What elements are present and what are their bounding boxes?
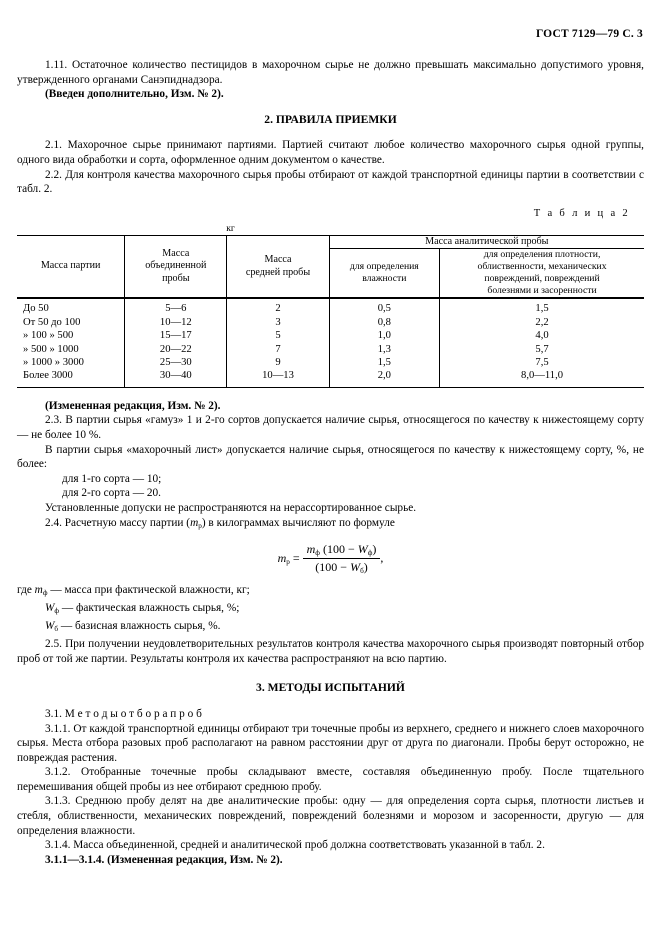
- cell-combined-mass: 5—6: [125, 298, 227, 315]
- cell-average-mass: 3: [227, 316, 329, 329]
- formula-lhs: $m_р$: [277, 551, 290, 567]
- cell-combined-mass: 10—12: [125, 316, 227, 329]
- cell-other-mass: 4,0: [535, 330, 549, 342]
- header-moisture-line-2: влажности: [362, 273, 407, 285]
- paragraph-3-1-3: 3.1.3. Среднюю пробу делят на две аналитические пробы: одну — для определения сорта сырья, плотности листьев и стебля, облиственности, механических повреждений, повреждений болезнями и морозом и засоренности, другую — для определения влажности.: [17, 795, 644, 837]
- header-combined-line-3: пробы: [162, 272, 190, 284]
- cell-moisture-mass: 1,0: [329, 329, 439, 342]
- paragraph-1-11: 1.11. Остаточное количество пестицидов в махорочном сырье не должно превышать максимально допустимого уровня, утвержденного органами Санэпиднадзора.: [17, 59, 644, 86]
- header-moisture-line-1: для определения: [349, 261, 419, 273]
- paragraph-2-2: 2.2. Для контроля качества махорочного сырья пробы отбирают от каждой транспортной единицы партии в соответствии с табл. 2.: [17, 168, 644, 196]
- header-lot-mass: Масса партии: [17, 235, 125, 298]
- cell-combined-mass: 30—40: [125, 369, 227, 387]
- grade-2-tolerance: для 2-го сорта — 20.: [62, 487, 161, 500]
- formula-numerator: $m_ф$ $(100 - W_ф)$: [303, 542, 381, 559]
- formula-denominator: $(100 - W_б)$: [315, 560, 368, 576]
- heading-section-2: 2. ПРАВИЛА ПРИЕМКИ: [264, 112, 397, 126]
- paragraph-3-1-4: 3.1.4. Масса объединенной, средней и аналитической проб должна соответствовать указанной в табл. 2.: [45, 839, 545, 852]
- grade-1-tolerance: для 1-го сорта — 10;: [62, 472, 162, 485]
- cell-combined-mass: 15—17: [125, 329, 227, 342]
- table-2: [17, 235, 644, 388]
- cell-other-mass: 5,7: [535, 343, 549, 355]
- cell-moisture-mass: 1,3: [329, 343, 439, 356]
- header-moisture-determination: [329, 249, 439, 299]
- cell-moisture-mass: 0,5: [329, 298, 439, 315]
- header-other-line-1: для определения плотности,: [483, 249, 601, 261]
- table-head: [17, 235, 644, 298]
- table-units-label: кг: [226, 222, 235, 234]
- paragraph-2-3-a: 2.3. В партии сырья «гамуз» 1 и 2-го сортов допускается наличие сырья, относящегося по качеству к нижестоящему сорту — не более 10 %.: [17, 414, 644, 441]
- cell-lot-mass: До 50: [17, 298, 125, 315]
- note-revised-edition: (Измененная редакция, Изм. № 2).: [45, 399, 221, 412]
- header-average-sample-mass: [227, 235, 329, 298]
- header-average-line-1: Масса: [264, 253, 292, 265]
- header-analytical-sample-group: Масса аналитической пробы: [329, 235, 644, 249]
- paragraph-2-3-b: В партии сырья «махорочный лист» допускается наличие сырья, относящегося по качеству к нижестоящему сорту, %, не более:: [17, 443, 644, 471]
- where-line-2: $W_ф$ — фактическая влажность сырья, %;: [45, 602, 240, 616]
- table-row: [17, 356, 644, 369]
- cell-other-mass: 8,0—11,0: [440, 369, 644, 387]
- header-combined-line-2: объединенной: [145, 260, 207, 272]
- formula-block: [17, 542, 644, 575]
- formula-comma: ,: [380, 550, 384, 565]
- cell-average-mass: 9: [227, 356, 329, 369]
- header-average-line-2: средней пробы: [245, 266, 311, 278]
- where-line-1: где $m_ф$ — масса при фактической влажности, кг;: [17, 584, 250, 598]
- paragraph-2-1: 2.1. Махорочное сырье принимают партиями. Партией считают любое количество махорочного сырья одной группы, одного вида обработки и сорта, оформленное одним документом о качестве.: [17, 139, 644, 166]
- paragraph-3-1-2: 3.1.2. Отобранные точечные пробы складывают вместе, составляя объединенную пробу. После тщательного перемешивания общей пробы из нее отбирают среднюю пробу.: [17, 766, 644, 793]
- cell-other-mass: 2,2: [535, 316, 549, 328]
- running-header: ГОСТ 7129—79 С. 3: [535, 28, 643, 40]
- cell-other-mass: 7,5: [535, 356, 549, 368]
- cell-combined-mass: 25—30: [125, 356, 227, 369]
- formula-fraction: [303, 542, 384, 576]
- paragraph-2-5: 2.5. При получении неудовлетворительных результатов контроля качества махорочного сырья производят повторный отбор проб от той же партии. Результаты контроля их качества распространяют на всю партию.: [17, 638, 644, 665]
- cell-lot-mass: » 500 » 1000: [17, 343, 125, 356]
- cell-combined-mass: 20—22: [125, 343, 227, 356]
- table-row: [17, 298, 644, 315]
- cell-moisture-mass: 2,0: [329, 369, 439, 387]
- header-other-line-3: повреждений, повреждений: [484, 273, 600, 285]
- formula-equals: =: [292, 551, 300, 566]
- header-combined-sample-mass: [125, 235, 227, 298]
- where-line-3: $W_б$ — базисная влажность сырья, %.: [45, 620, 221, 634]
- table-row: [17, 316, 644, 329]
- cell-moisture-mass: 1,5: [329, 356, 439, 369]
- paragraph-3-1-1: 3.1.1. От каждой транспортной единицы отбирают три точечные пробы из верхнего, среднего и нижнего слоев махорочного сырья. Места отбора разовых проб располагают на равном расстоянии друг от друга по диагонали. Пробы берут осторожно, не повреждая растения.: [17, 722, 644, 764]
- formula-inline-var: m: [190, 516, 199, 529]
- table-row: [17, 369, 644, 387]
- cell-moisture-mass: 0,8: [329, 316, 439, 329]
- cell-average-mass: 2: [227, 298, 329, 315]
- cell-average-mass: 5: [227, 329, 329, 342]
- header-other-line-2: облиственности, механических: [477, 261, 607, 273]
- formula-inline-sub: р: [198, 521, 202, 530]
- header-combined-line-1: Масса: [162, 247, 190, 259]
- table-row: [17, 329, 644, 342]
- heading-section-3: 3. МЕТОДЫ ИСПЫТАНИЙ: [256, 681, 405, 695]
- header-other-determination: [440, 249, 644, 299]
- table-caption: Т а б л и ц а 2: [533, 207, 630, 219]
- table-body: [17, 298, 644, 387]
- paragraph-2-4: 2.4. Расчетную массу партии $(m_р)$ в килограммах вычисляют по формуле: [45, 516, 395, 530]
- table-row: [17, 343, 644, 356]
- cell-average-mass: 7: [227, 343, 329, 356]
- note-introduced-additionally: (Введен дополнительно, Изм. № 2).: [45, 88, 224, 101]
- subheading-3-1: 3.1. М е т о д ы о т б о р а п р о б: [45, 707, 202, 720]
- header-other-line-4: болезнями и засоренности: [487, 285, 597, 297]
- cell-lot-mass: От 50 до 100: [17, 316, 125, 329]
- cell-lot-mass: » 100 » 500: [17, 329, 125, 342]
- cell-lot-mass: Более 3000: [17, 369, 125, 387]
- cell-other-mass: 1,5: [535, 303, 549, 315]
- cell-average-mass: 10—13: [227, 369, 329, 387]
- cell-lot-mass: » 1000 » 3000: [17, 356, 125, 369]
- note-revised-edition-3-1: 3.1.1—3.1.4. (Измененная редакция, Изм. № 2).: [45, 853, 283, 866]
- tolerances-note: Установленные допуски не распространяются на нерассортированное сырье.: [45, 501, 417, 514]
- page-content: [17, 58, 644, 867]
